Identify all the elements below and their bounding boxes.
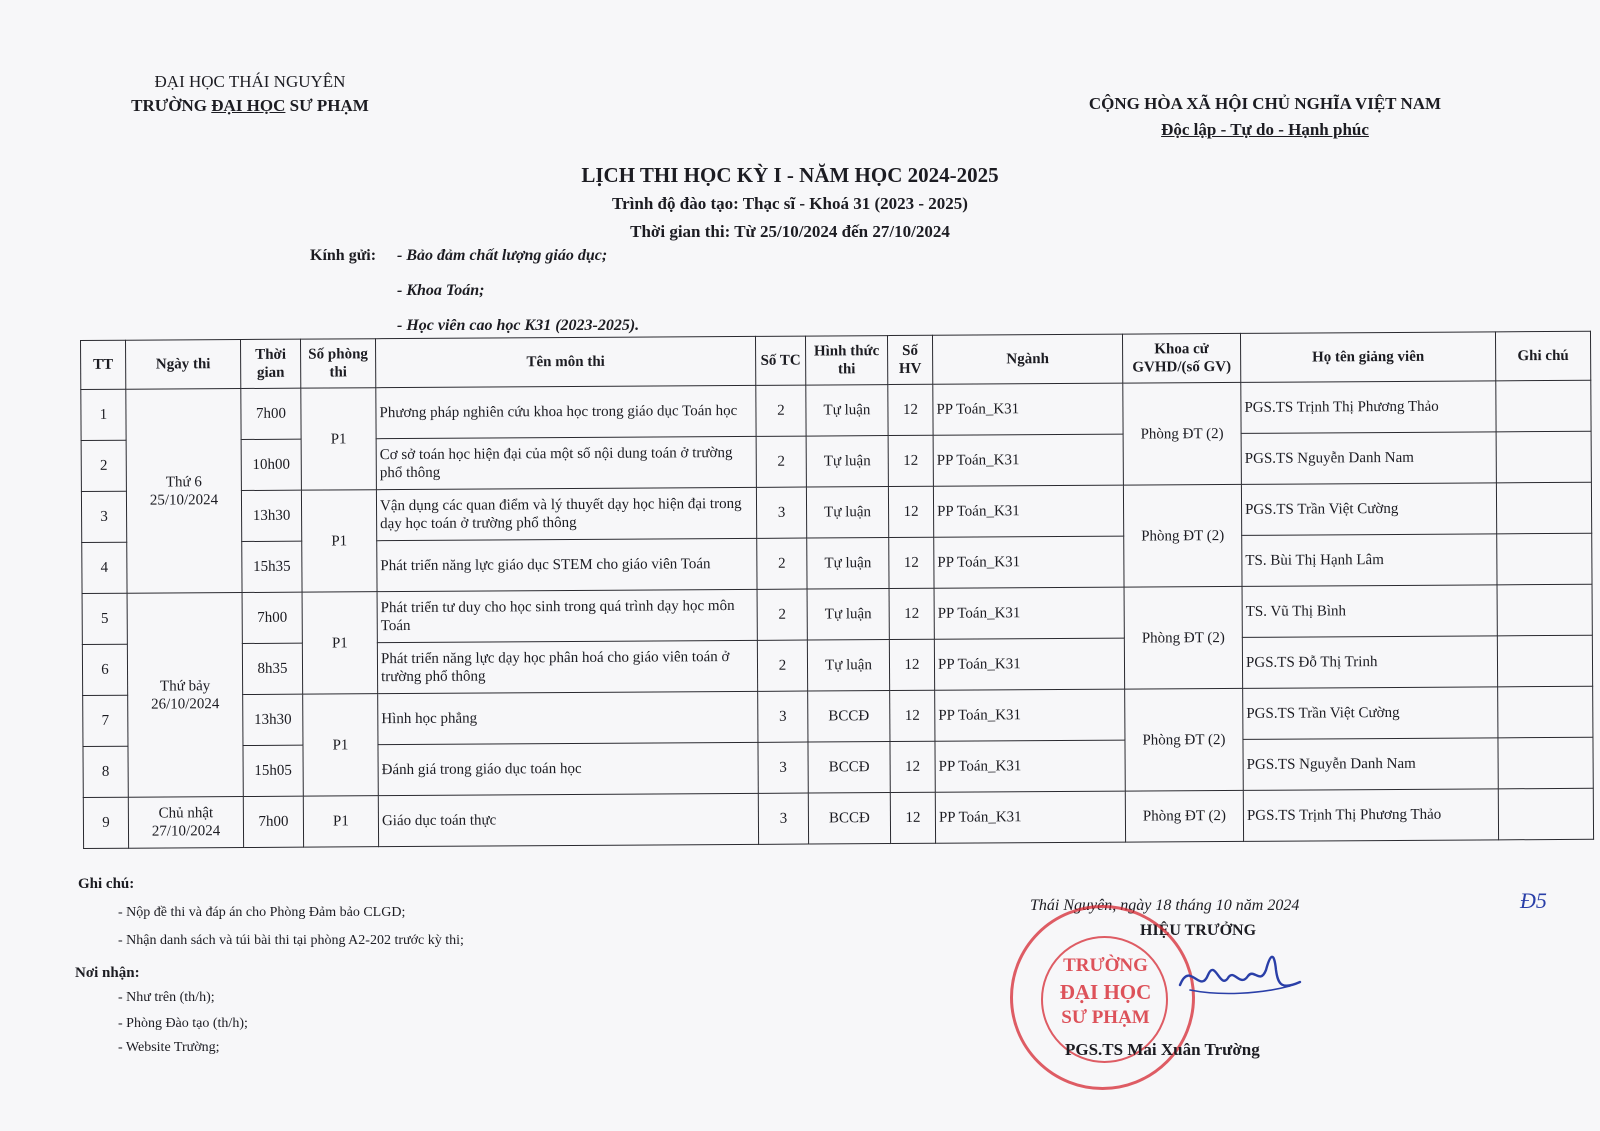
cell-credits: 2 (757, 589, 807, 640)
place-date: Thái Nguyên, ngày 18 tháng 10 năm 2024 (1030, 897, 1300, 914)
col-header-credits: Số TC (755, 336, 805, 385)
training-level: Trình độ đào tạo: Thạc sĩ - Khoá 31 (2023 - 2025) (612, 194, 968, 213)
signer-role: HIỆU TRƯỞNG (1140, 922, 1257, 939)
cell-time: 15h05 (243, 745, 303, 796)
cell-students: 12 (888, 486, 933, 537)
cell-note (1496, 380, 1591, 432)
cell-room: P1 (302, 592, 378, 694)
header-right (1060, 94, 1470, 140)
cell-form: BCCĐ (808, 742, 890, 794)
notes-label: Ghi chú: (78, 876, 135, 892)
cell-subject: Phát triển năng lực dạy học phân hoá cho giáo viên toán ở trường phổ thông (377, 640, 757, 693)
cell-time: 10h00 (241, 439, 301, 490)
recipient-item: - Khoa Toán; (397, 282, 485, 299)
cell-form: Tự luận (806, 436, 888, 487)
col-header-form: Hình thức thi (805, 336, 887, 386)
initials-mark: Đ5 (1520, 888, 1547, 913)
cell-students: 12 (888, 384, 933, 435)
cell-time: 13h30 (241, 490, 301, 541)
cell-dept: Phòng ĐT (2) (1123, 382, 1242, 485)
cell-tt: 5 (82, 593, 127, 644)
cell-credits: 3 (758, 742, 808, 793)
cell-note (1498, 788, 1593, 840)
cell-time: 13h30 (243, 694, 303, 745)
cell-time: 15h35 (242, 541, 302, 592)
school-name (110, 96, 390, 116)
cell-tt: 7 (83, 695, 128, 746)
ministry-name: ĐẠI HỌC THÁI NGUYÊN (154, 72, 346, 91)
cell-major: PP Toán_K31 (933, 434, 1123, 486)
cell-form: Tự luận (806, 385, 888, 436)
col-header-major: Ngành (932, 334, 1122, 384)
receivers-label: Nơi nhận: (75, 965, 140, 981)
cell-major: PP Toán_K31 (933, 383, 1123, 435)
cell-dept: Phòng ĐT (2) (1125, 688, 1244, 791)
exam-period: Thời gian thi: Từ 25/10/2024 đến 27/10/2024 (630, 222, 950, 241)
recipient-item: - Bảo đảm chất lượng giáo dục; (397, 247, 608, 264)
motto: Độc lập - Tự do - Hạnh phúc (1161, 120, 1369, 139)
cell-dept: Phòng ĐT (2) (1123, 484, 1242, 587)
col-header-tt: TT (81, 340, 126, 389)
cell-room: P1 (301, 388, 377, 490)
cell-subject: Đánh giá trong giáo dục toán học (378, 742, 758, 795)
table-row (83, 686, 1593, 746)
cell-lecturer: PGS.TS Nguyễn Danh Nam (1241, 432, 1496, 485)
cell-students: 12 (890, 741, 935, 792)
cell-students: 12 (890, 792, 935, 843)
cell-credits: 2 (757, 640, 807, 691)
table-row (81, 380, 1591, 440)
cell-form: BCCĐ (808, 691, 890, 742)
cell-tt: 1 (81, 389, 126, 440)
official-seal (1010, 905, 1195, 1090)
seal-line: TRƯỜNG (1063, 955, 1148, 976)
col-header-dept: Khoa cử GVHD/(số GV) (1122, 333, 1240, 383)
cell-note (1497, 635, 1592, 687)
cell-note (1498, 737, 1593, 789)
cell-note (1497, 584, 1592, 636)
cell-date: Chủ nhật 27/10/2024 (128, 797, 243, 849)
signer-name: PGS.TS Mai Xuân Trường (1065, 1040, 1260, 1059)
cell-tt: 9 (83, 797, 128, 848)
col-header-note: Ghi chú (1495, 331, 1590, 381)
cell-lecturer: PGS.TS Nguyễn Danh Nam (1243, 738, 1498, 791)
cell-subject: Cơ sở toán học hiện đại của một số nội dung toán ở trường phổ thông (376, 436, 756, 489)
school-name-suffix: SƯ PHẠM (285, 96, 369, 115)
cell-credits: 3 (758, 691, 808, 742)
recipients-label: Kính gửi: (310, 247, 377, 264)
cell-subject: Vận dụng các quan điểm và lý thuyết dạy học hiện đại trong dạy học toán ở trường phổ thông (376, 487, 756, 540)
cell-lecturer: PGS.TS Trần Việt Cường (1241, 483, 1496, 536)
cell-form: Tự luận (807, 538, 889, 589)
cell-lecturer: TS. Vũ Thị Bình (1242, 585, 1497, 638)
cell-dept: Phòng ĐT (2) (1125, 790, 1243, 842)
table-row (82, 584, 1592, 644)
cell-credits: 2 (756, 436, 806, 487)
receiver-item: - Như trên (th/h); (118, 990, 215, 1005)
cell-subject: Hình học phẳng (378, 691, 758, 744)
note-item: - Nhận danh sách và túi bài thi tại phòng A2-202 trước kỳ thi; (118, 933, 464, 948)
cell-room: P1 (303, 694, 379, 796)
note-item: - Nộp đề thi và đáp án cho Phòng Đảm bảo CLGD; (118, 905, 406, 920)
cell-tt: 8 (83, 746, 128, 797)
cell-students: 12 (890, 690, 935, 741)
header-left (110, 72, 390, 116)
cell-lecturer: PGS.TS Đỗ Thị Trinh (1242, 636, 1497, 689)
cell-room: P1 (303, 796, 378, 847)
table-row (83, 788, 1593, 848)
col-header-subject: Tên môn thi (375, 336, 755, 387)
cell-tt: 3 (81, 491, 126, 542)
cell-major: PP Toán_K31 (934, 587, 1124, 639)
table-row (81, 482, 1591, 542)
cell-tt: 4 (82, 542, 127, 593)
cell-major: PP Toán_K31 (935, 791, 1125, 843)
cell-time: 8h35 (242, 643, 302, 694)
cell-major: PP Toán_K31 (934, 638, 1124, 690)
cell-lecturer: PGS.TS Trần Việt Cường (1243, 687, 1498, 740)
cell-room: P1 (301, 490, 377, 592)
school-name-underlined: ĐẠI HỌC (211, 96, 286, 115)
signature-scribble (1170, 940, 1310, 1010)
cell-note (1496, 431, 1591, 483)
receiver-item: - Website Trường; (118, 1040, 220, 1055)
page-title: LỊCH THI HỌC KỲ I - NĂM HỌC 2024-2025 (581, 163, 999, 187)
cell-subject: Phương pháp nghiên cứu khoa học trong giáo dục Toán học (376, 385, 756, 438)
cell-lecturer: PGS.TS Trịnh Thị Phương Thảo (1243, 789, 1498, 842)
cell-major: PP Toán_K31 (933, 485, 1123, 537)
cell-lecturer: TS. Bùi Thị Hạnh Lâm (1242, 534, 1497, 587)
seal-line: ĐẠI HỌC (1059, 980, 1152, 1004)
cell-major: PP Toán_K31 (935, 740, 1125, 792)
cell-form: Tự luận (807, 589, 889, 640)
col-header-room: Số phòng thi (300, 339, 375, 388)
cell-credits: 2 (756, 385, 806, 436)
cell-date: Thứ bảy 26/10/2024 (127, 593, 243, 798)
cell-credits: 3 (756, 487, 806, 538)
cell-tt: 6 (82, 644, 127, 695)
cell-students: 12 (889, 588, 934, 639)
cell-credits: 3 (758, 793, 808, 844)
cell-time: 7h00 (242, 592, 302, 643)
cell-lecturer: PGS.TS Trịnh Thị Phương Thảo (1241, 381, 1496, 434)
cell-students: 12 (889, 639, 934, 690)
col-header-date: Ngày thi (126, 340, 241, 390)
col-header-students: Số HV (887, 335, 932, 384)
receiver-item: - Phòng Đào tạo (th/h); (118, 1016, 248, 1031)
cell-subject: Phát triển năng lực giáo dục STEM cho giáo viên Toán (377, 538, 757, 591)
cell-credits: 2 (757, 538, 807, 589)
country-name: CỘNG HÒA XÃ HỘI CHỦ NGHĨA VIỆT NAM (1088, 94, 1442, 113)
cell-form: Tự luận (806, 487, 888, 538)
cell-students: 12 (889, 537, 934, 588)
col-header-lecturer: Họ tên giảng viên (1240, 332, 1495, 383)
cell-dept: Phòng ĐT (2) (1124, 586, 1243, 689)
recipient-item: - Học viên cao học K31 (2023-2025). (397, 317, 640, 334)
cell-major: PP Toán_K31 (935, 689, 1125, 741)
cell-subject: Phát triển tư duy cho học sinh trong quá trình dạy học môn Toán (377, 589, 757, 642)
cell-form: Tự luận (807, 640, 889, 692)
cell-time: 7h00 (243, 796, 303, 847)
exam-schedule-table (80, 331, 1594, 849)
cell-note (1498, 686, 1593, 738)
cell-students: 12 (888, 435, 933, 486)
cell-form: BCCĐ (808, 793, 890, 844)
cell-subject: Giáo dục toán thực (378, 793, 758, 846)
school-name-prefix: TRƯỜNG (131, 96, 212, 115)
col-header-time: Thời gian (241, 339, 301, 388)
cell-major: PP Toán_K31 (934, 536, 1124, 588)
seal-line: SƯ PHẠM (1061, 1007, 1150, 1028)
cell-note (1497, 533, 1592, 585)
cell-date: Thứ 6 25/10/2024 (126, 389, 242, 594)
cell-tt: 2 (81, 440, 126, 491)
cell-time: 7h00 (241, 388, 301, 439)
cell-note (1496, 482, 1591, 534)
